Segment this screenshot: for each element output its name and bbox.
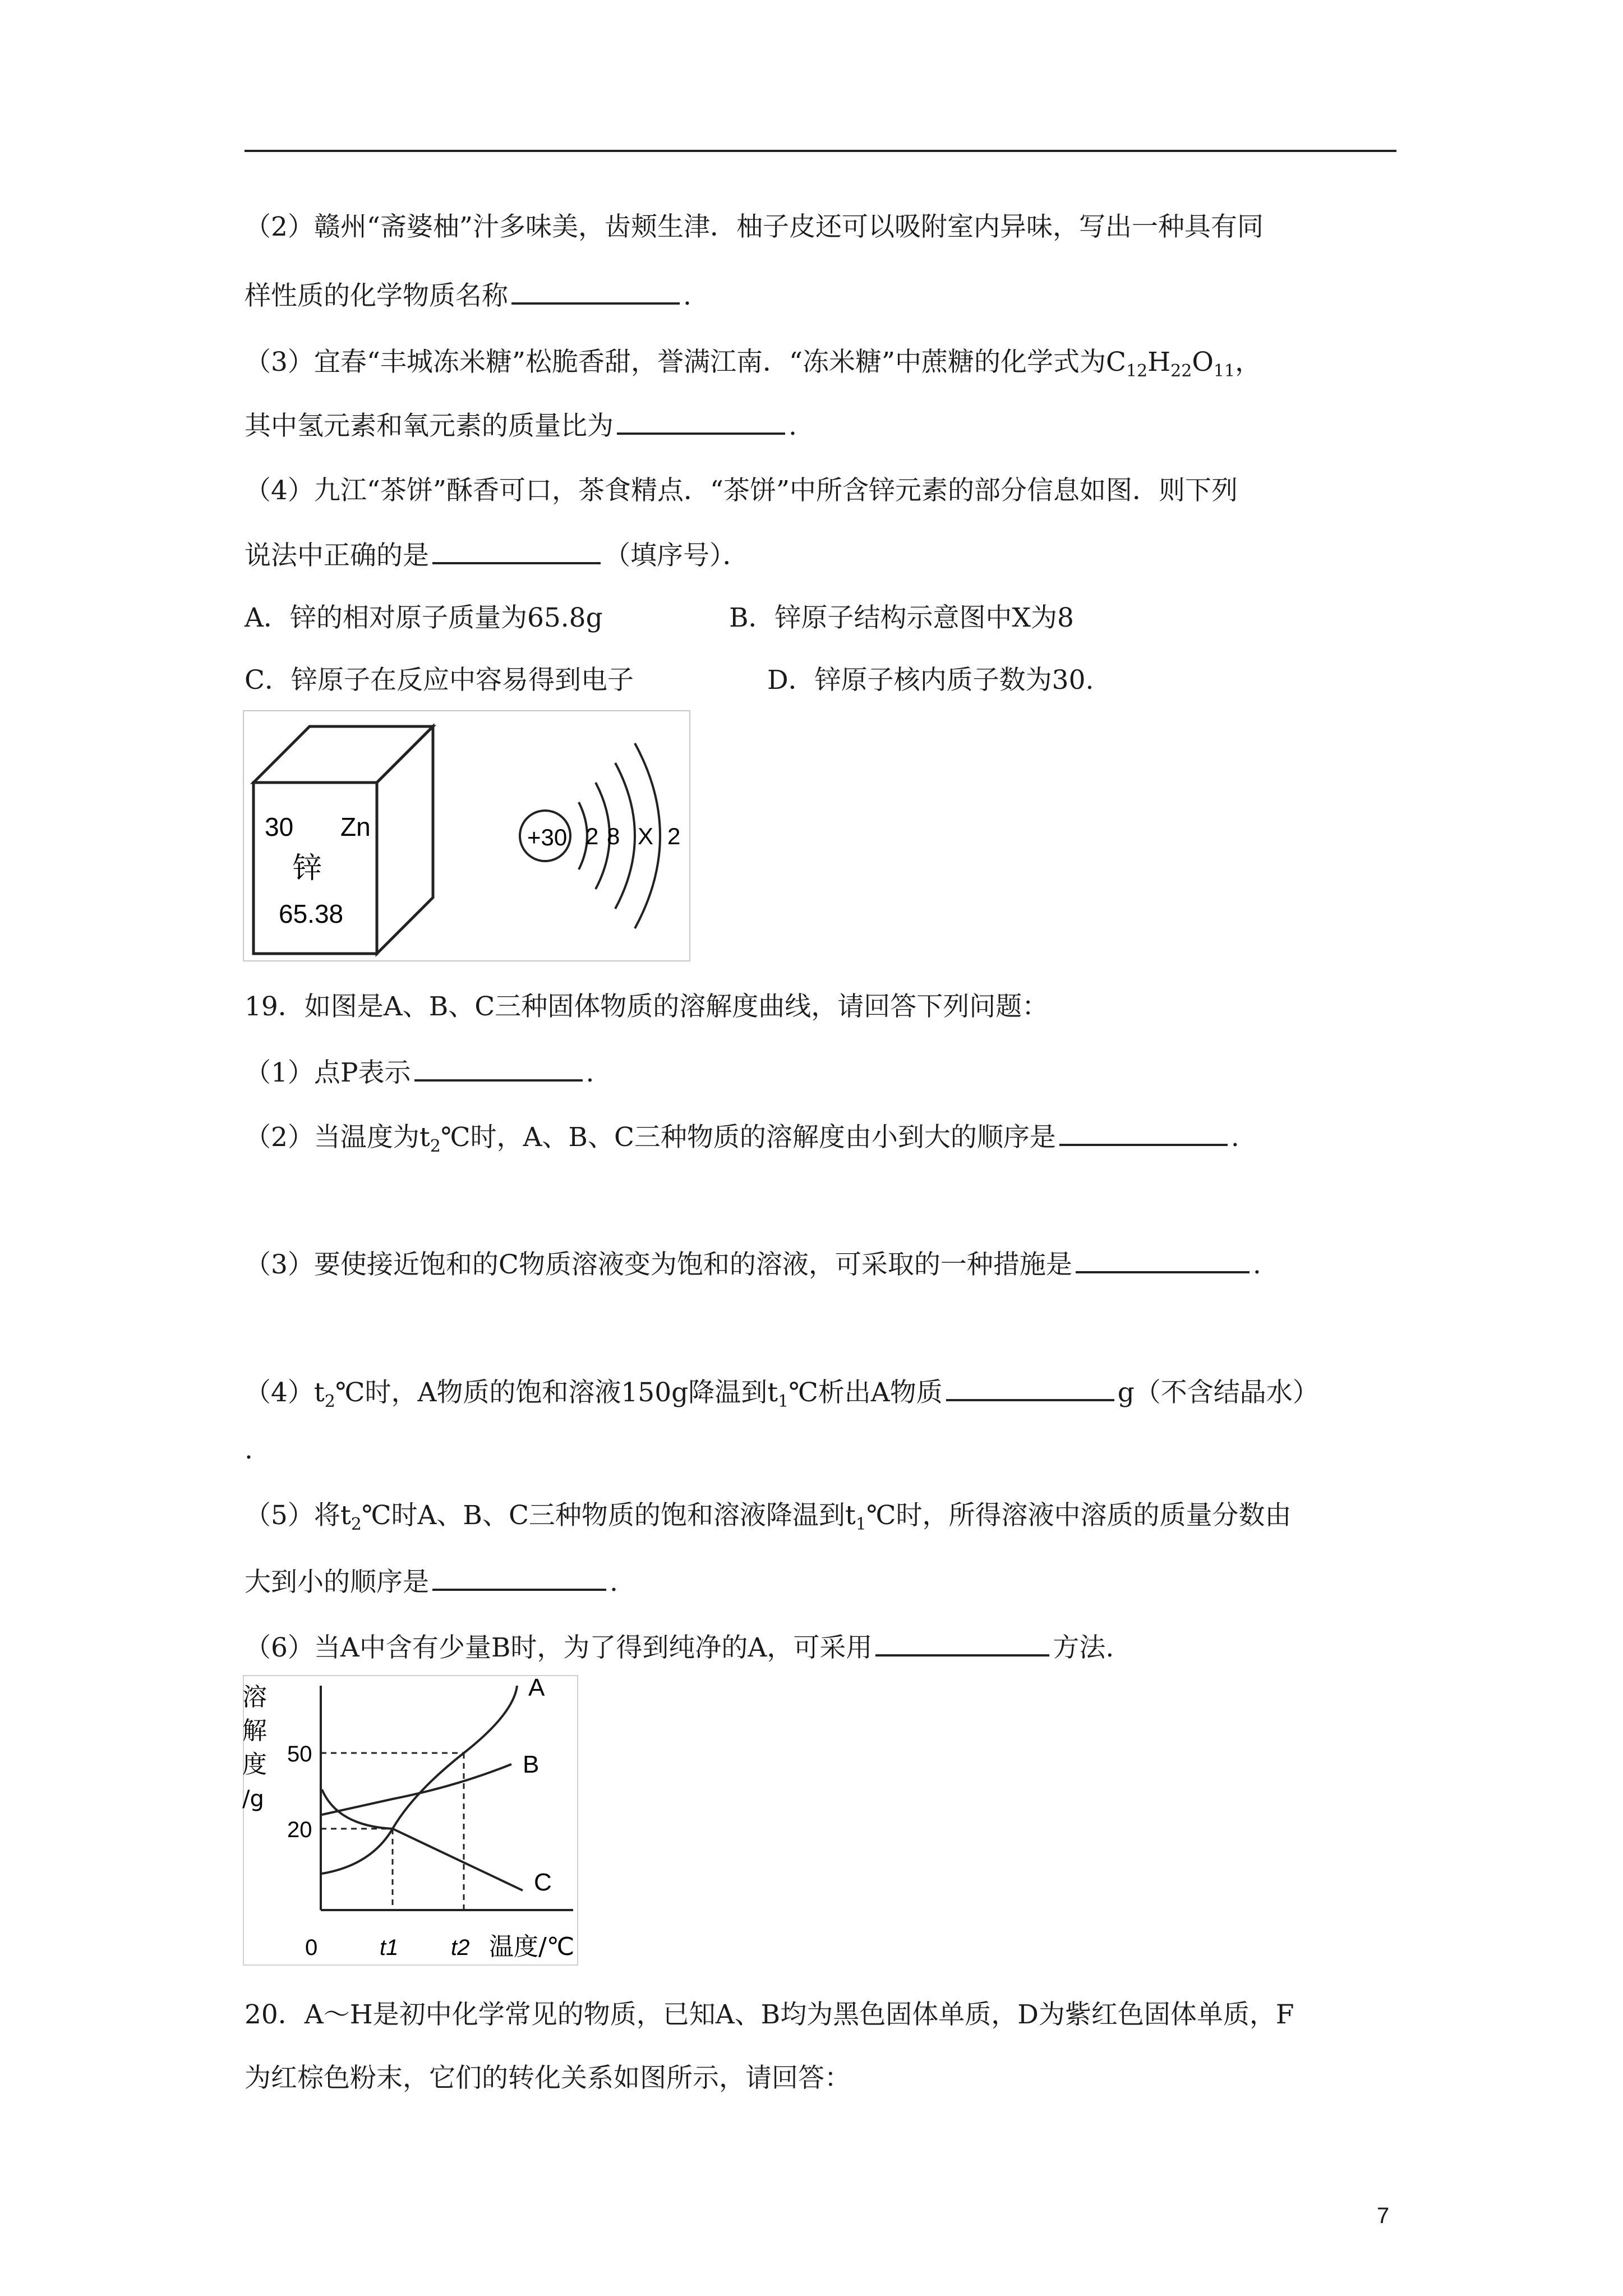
y-axis-label: 解 [242,1717,267,1745]
series-label-b: B [523,1751,540,1778]
zinc-figure [242,710,691,962]
atomic-mass: 65.38 [279,899,344,928]
cube-side [377,726,433,954]
answer-blank[interactable] [432,1564,606,1591]
element-name: 锌 [293,852,322,885]
q18-option-a: A．锌的相对原子质量为65.8g [245,602,603,633]
y-tick-label: 20 [287,1818,312,1842]
y-axis-label: 度 [242,1750,267,1779]
q19-part4-period: . [245,1434,253,1465]
q19-part2: （2）当温度为$t_2℃$时，A、B、C三种物质的溶解度由小到大的顺序是 . [245,1119,1239,1163]
q18-part3-line2: 其中氢元素和氧元素的质量比为 . [245,408,797,443]
shell-electrons: 2 [667,823,681,849]
q18-part2-line2: 样性质的化学物质名称 . [245,278,691,313]
q19-part1: （1）点P表示 . [245,1055,594,1090]
x-axis-label: 温度/℃ [489,1932,575,1961]
x-tick-label: 0 [305,1935,318,1960]
curve-a [322,1686,517,1874]
page-number: 7 [1377,2203,1390,2228]
q18-option-b: B．锌原子结构示意图中X为8 [729,602,1074,633]
x-tick-label: t2 [451,1935,470,1960]
q19-part4: $(4)t_2℃$时，A物质的饱和溶液150g降温到$t_1℃$析出A物质 g（不含结晶水） [245,1374,1319,1419]
q20-line2: 为红棕色粉末，它们的转化关系如图所示，请回答： [245,2063,851,2093]
q18-option-c: C．锌原子在反应中容易得到电子 [245,665,634,696]
element-symbol: Zn [340,812,371,841]
q18-part4-line1: （4）九江“茶饼”酥香可口，茶食精点．“茶饼”中所含锌元素的部分信息如图．则下列 [245,475,1238,506]
q18-part4-line2: 说法中正确的是 （填序号）． [245,537,749,573]
answer-blank[interactable] [1076,1246,1249,1273]
header-rule [245,150,1396,152]
q19-part5-line1: （5）将$t_2℃$时A、B、C三种物质的饱和溶液降温到$t_1℃$时，所得溶液中溶质的质量分数由 [245,1500,1292,1534]
shell-electrons: X [638,823,654,849]
q19-stem: 19．如图是A、B、C三种固体物质的溶解度曲线，请回答下列问题： [245,991,1049,1022]
y-axis-label: 溶 [242,1683,267,1711]
answer-blank[interactable] [414,1055,583,1082]
series-label-c: C [534,1869,552,1896]
answer-blank[interactable] [432,537,601,564]
y-axis-label: /g [242,1786,264,1812]
answer-blank[interactable] [875,1630,1049,1657]
q20-line1: 20．A～H是初中化学常见的物质，已知A、B均为黑色固体单质，D为紫红色固体单质，F [245,1999,1294,2030]
q19-part5-line2: 大到小的顺序是 . [245,1564,618,1599]
shell-electrons: 2 [585,823,599,849]
q19-part3: （3）要使接近饱和的C物质溶液变为饱和的溶液，可采取的一种措施是 . [245,1246,1261,1282]
curve-c [322,1789,523,1890]
q18-option-d: D．锌原子核内质子数为30. [767,665,1094,696]
q18-part3-line1: （3）宜春“丰城冻米糖”松脆香甜，誉满江南．“冻米糖”中蔗糖的化学式为$C_{12}H_{22}O_{11}$， [245,347,1262,381]
solubility-chart [242,1674,579,1966]
y-tick-label: 50 [287,1742,312,1766]
shell-electrons: 8 [607,823,620,849]
curve-b [322,1764,511,1815]
atomic-number: 30 [265,812,294,841]
x-tick-label: t1 [380,1935,399,1960]
q19-part6: （6）当A中含有少量B时，为了得到纯净的A，可采用 方法. [245,1630,1114,1665]
answer-blank[interactable] [946,1374,1114,1401]
series-label-a: A [528,1674,545,1701]
answer-blank[interactable] [1059,1119,1228,1146]
answer-blank[interactable] [511,278,680,305]
nucleus-charge: +30 [527,824,568,850]
q18-part2-line1: （2）赣州“斋婆柚”汁多味美，齿颊生津．柚子皮还可以吸附室内异味，写出一种具有同 [245,211,1264,242]
answer-blank[interactable] [617,408,785,435]
